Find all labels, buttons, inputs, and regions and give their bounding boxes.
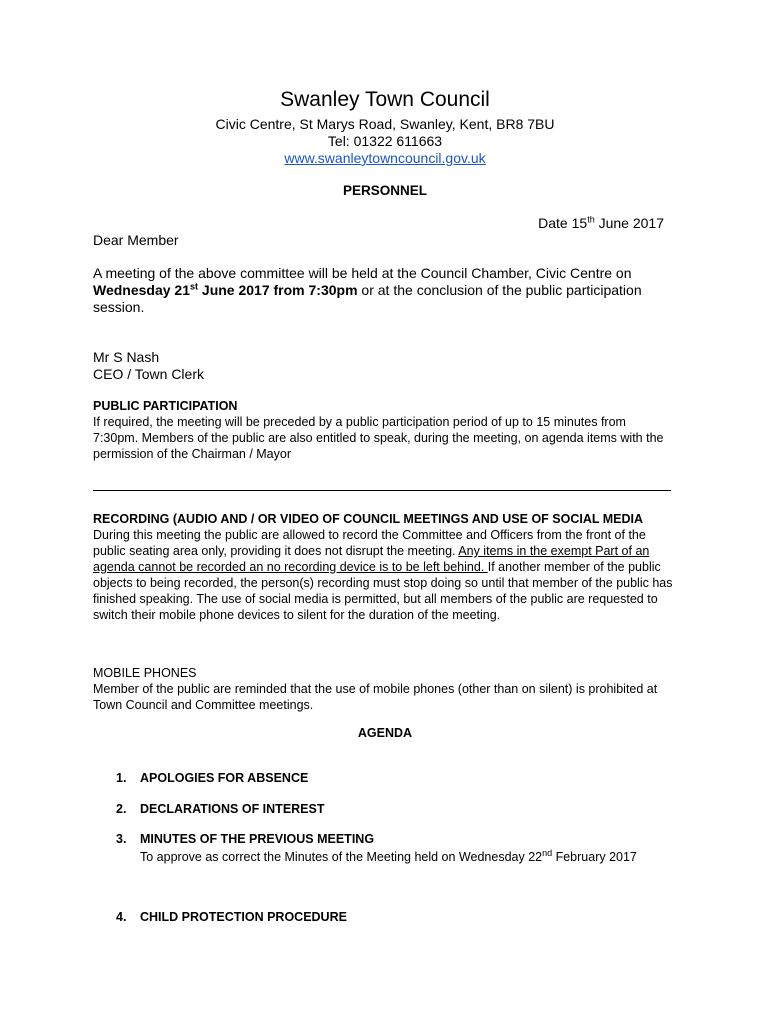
agenda-item-description: To approve as correct the Minutes of the Meeting held on Wednesday 22nd February 2017 xyxy=(140,847,637,864)
signer-name: Mr S Nash xyxy=(93,349,160,365)
council-address: Civic Centre, St Marys Road, Swanley, Kent, BR8 7BU xyxy=(215,116,555,132)
signature-block xyxy=(93,349,673,383)
recording-section xyxy=(93,511,673,623)
mobile-phones-heading: MOBILE PHONES xyxy=(93,666,197,680)
recording-text: During this meeting the public are allowed to record the Committee and Officers from the front of the public seating area only, providing it does not disrupt the meeting. Any items in the exempt Part of an agenda cannot be recorded an no recording device is to be left behind. If another member of the public objects to being recorded, the person(s) recording must stop doing so until that member of the public has finished speaking. The use of social media is permitted, but all members of the public are requested to switch their mobile phone devices to silent for the duration of the meeting. xyxy=(93,528,673,622)
mobile-phones-text: Member of the public are reminded that the use of mobile phones (other than on silent) is prohibited at Town Council and Committee meetings. xyxy=(93,682,658,712)
document-page: Swanley Town Council Civic Centre, St Marys Road, Swanley, Kent, BR8 7BU Tel: 01322 611663 www.swanleytowncouncil.gov.uk PERSONNEL Date 15th June 2017 Dear Member A meeting of the above committee will be held at the Council Chamber, Civic Centre on Wednesday 21st June 2017 from 7:30pm or at the conclusion of the public participation session. Mr S Nash CEO / Town Clerk PUBLIC PARTICIPATION If required, the meeting will be preceded by a public participation period of up to 15 minutes from 7:30pm. Members of the public are also entitled to speak, during the meeting, on agenda items with the permission of the Chairman / Mayor RECORDING (AUDIO AND / OR VIDEO OF COUNCIL MEETINGS AND USE OF SOCIAL MEDIA During this meeting the public are allowed to record the Committee and Officers from the front of the public seating area only, providing it does not disrupt the meeting. Any items in the exempt Part of an agenda cannot be recorded an no recording device is to be left behind. If another member of the public objects to being recorded, the person(s) recording must stop doing so until that member of the public has finished speaking. The use of social media is permitted, but all members of the public are requested to switch their mobile phone devices to silent for the duration of the meeting. MOBILE PHONES Member of the public are reminded that the use of mobile phones (other than on silent) is prohibited at Town Council and Committee meetings. AGENDA 1. APOLOGIES FOR ABSENCE 2. DECLARATIONS OF INTEREST 3. MINUTES OF THE PREVIOUS MEETING To approve as correct the Minutes of the Meeting held on Wednesday 22nd February 2017 4. CHILD PROTECTION PROCEDURE xyxy=(0,0,770,1024)
signer-role: CEO / Town Clerk xyxy=(93,366,204,382)
public-participation-text: If required, the meeting will be preceded by a public participation period of up to 15 minutes from 7:30pm. Members of the public are also entitled to speak, during the meeting, on agenda items with the permission of the Chairman / Mayor xyxy=(93,415,664,461)
recording-heading: RECORDING (AUDIO AND / OR VIDEO OF COUNCIL MEETINGS AND USE OF SOCIAL MEDIA xyxy=(93,512,644,526)
greeting: Dear Member xyxy=(93,232,179,248)
council-title: Swanley Town Council xyxy=(280,88,490,111)
meeting-notice: A meeting of the above committee will be held at the Council Chamber, Civic Centre on Wednesday 21st June 2017 from 7:30pm or at the conclusion of the public participation session. xyxy=(93,265,642,315)
public-participation-heading: PUBLIC PARTICIPATION xyxy=(93,399,238,413)
agenda-heading: AGENDA xyxy=(357,726,413,740)
section-divider xyxy=(93,490,671,491)
council-telephone: Tel: 01322 611663 xyxy=(327,133,443,149)
council-website-link[interactable]: www.swanleytowncouncil.gov.uk xyxy=(284,150,486,166)
mobile-phones-section xyxy=(93,665,673,713)
agenda-item-title: MINUTES OF THE PREVIOUS MEETING xyxy=(140,832,375,846)
agenda-item-title: CHILD PROTECTION PROCEDURE xyxy=(140,910,347,924)
committee-name: PERSONNEL xyxy=(342,183,427,198)
public-participation-section xyxy=(93,398,673,462)
agenda-item-title: APOLOGIES FOR ABSENCE xyxy=(140,771,309,785)
agenda-item-title: DECLARATIONS OF INTEREST xyxy=(140,802,325,816)
letter-date: Date 15th June 2017 xyxy=(538,214,664,231)
